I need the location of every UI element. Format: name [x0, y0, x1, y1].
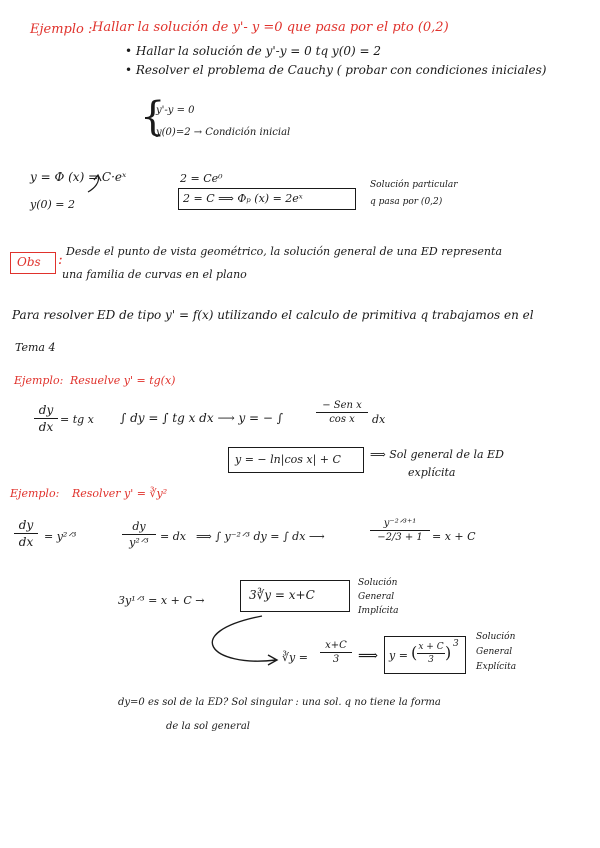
ex3-implicit-left: 3y¹ᐟ³ = x + C → [118, 594, 205, 607]
ex3-explicit-left: y = [389, 649, 408, 662]
ex2-rhs: = tg x [60, 413, 94, 426]
ex3-explicit-num: x + C [418, 642, 444, 652]
bullet-1: • Hallar la solución de y'-y = 0 tq y(0) = 2 [125, 44, 382, 58]
ex2-dy: dy [38, 403, 54, 417]
ex2-int-dx: dx [372, 413, 386, 426]
final-line-1: dy=0 es sol de la ED? Sol singular : una sol. q no tiene la forma [118, 697, 441, 708]
ex3-sep-den: y²ᐟ³ [129, 536, 149, 549]
bullet-2: • Resolver el problema de Cauchy ( probar con condiciones iniciales) [125, 63, 547, 77]
ex3-integral: ⟹ ∫ y⁻²ᐟ³ dy = ∫ dx ⟶ [196, 530, 325, 543]
ex3-implicit-note-1: Solución [358, 578, 398, 588]
obs-label: Obs [17, 255, 41, 269]
particular-note-1: Solución particular [370, 180, 458, 190]
ex2-int-num: − Sen x [322, 400, 362, 411]
ex3-implicit-box-text: 3∛y = x+C [249, 588, 315, 602]
ex3-explicit-exp: 3 [453, 639, 459, 649]
ex3-dy: dy [18, 518, 34, 532]
example1-statement: Hallar la solución de y'- y =0 que pasa por el pto (0,2) [92, 20, 449, 35]
general-solution: y = Φ (x) = C·eˣ [30, 170, 127, 184]
ex3-sep-num: dy [132, 520, 146, 533]
particular-note-2: q pasa por (0,2) [370, 197, 443, 207]
ex3-implicit-note-3: Implícita [358, 606, 399, 616]
example3-statement: Resolver y' = ∛y² [72, 487, 168, 500]
ex3-explicit-note-1: Solución [476, 632, 516, 642]
obs-line-1: Desde el punto de vista geométrico, la solución general de una ED representa [66, 245, 502, 258]
ex3-arrow: ⟹ [358, 648, 379, 664]
ex3-result-num: y⁻²ᐟ³⁺¹ [383, 518, 417, 529]
ex3-implicit-note-2: General [358, 592, 395, 602]
ex3-paren-open: ( [411, 643, 418, 662]
ex3-explicit-den: 3 [428, 655, 434, 665]
final-line-2: de la sol general [166, 721, 250, 732]
ex3-explicit-note-3: Explícita [476, 662, 517, 672]
ex3-sep-rhs: = dx [160, 530, 186, 543]
example2-statement: Resuelve y' = tg(x) [70, 374, 176, 387]
ex3-result-rhs: = x + C [432, 530, 476, 543]
ex3-result-den: −2/3 + 1 [377, 532, 423, 543]
ex2-note-2: explícita [408, 466, 456, 479]
eq-c: 2 = Ce⁰ [180, 172, 223, 185]
example2-label: Ejemplo: [14, 374, 64, 387]
boxed-particular-text: 2 = C ⟹ Φₚ (x) = 2eˣ [183, 192, 303, 205]
ex3-explicit-note-2: General [476, 647, 513, 657]
ex3-paren-close: ) [445, 643, 452, 662]
system-eq1: y'-y = 0 [156, 105, 195, 116]
ex3-cube: ∛y = [282, 651, 308, 664]
ex2-int-den: cos x [329, 414, 355, 425]
para-line-2: Tema 4 [15, 341, 56, 354]
para-line-1: Para resolver ED de tipo y' = f(x) utilizando el calculo de primitiva q trabajamos en el [12, 308, 534, 322]
ex2-boxed-text: y = − ln|cos x| + C [235, 453, 341, 466]
obs-line-2: una familia de curvas en el plano [62, 268, 247, 281]
system-brace: { [140, 94, 166, 140]
ex2-note-1: ⟹ Sol general de la ED [370, 448, 504, 461]
ex2-integral: ∫ dy = ∫ tg x dx ⟶ y = − ∫ [120, 411, 284, 425]
example1-label: Ejemplo : [30, 22, 93, 37]
example3-label: Ejemplo: [10, 487, 60, 500]
ex3-rhs: = y²ᐟ³ [44, 530, 77, 543]
initial-condition: y(0) = 2 [30, 198, 76, 211]
ex3-cube-num: x+C [325, 640, 347, 651]
obs-colon: : [58, 252, 63, 268]
system-eq2: y(0)=2 → Condición inicial [156, 127, 291, 138]
ex3-cube-den: 3 [332, 654, 340, 665]
ex3-dx: dx [18, 535, 34, 549]
ex2-dx: dx [38, 420, 54, 434]
